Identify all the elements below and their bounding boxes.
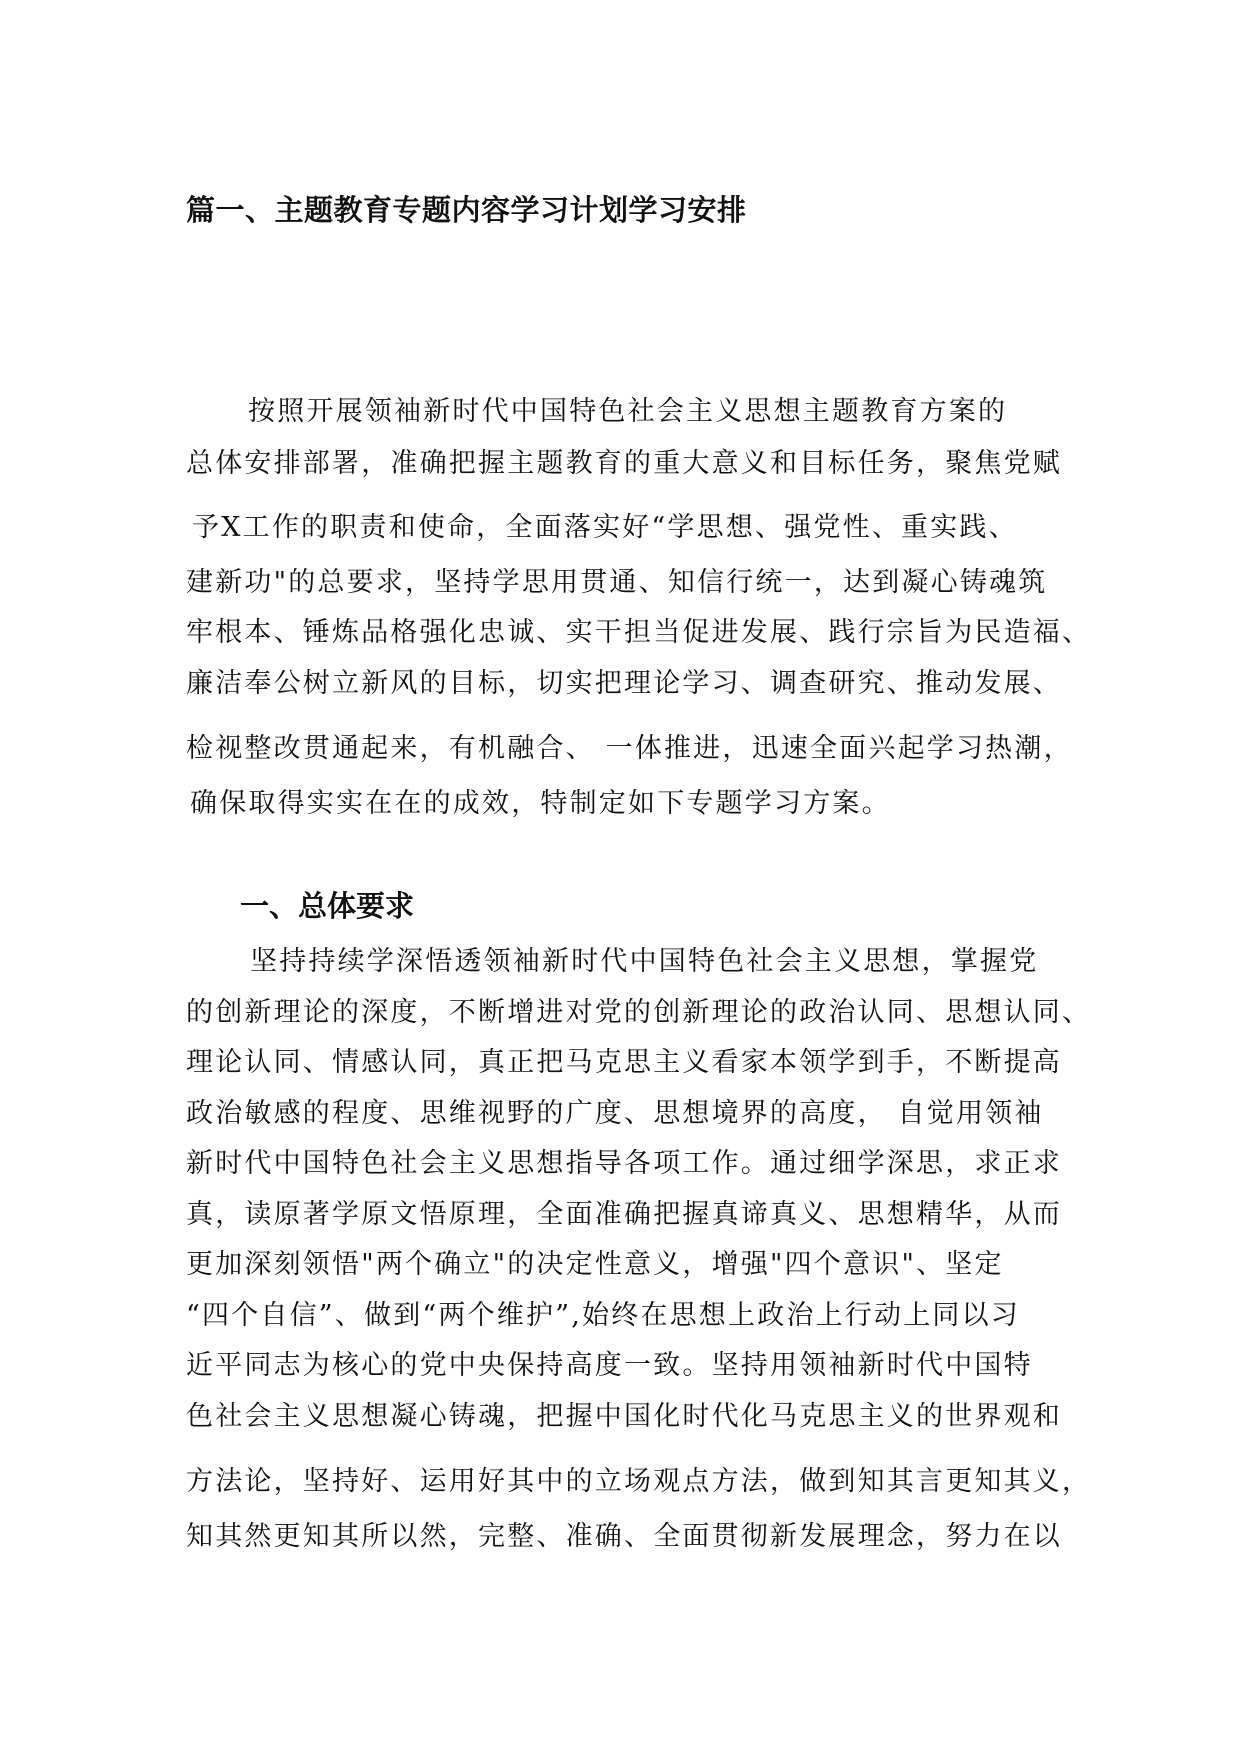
paragraph-line: 建新功"的总要求，坚持学思用贯通、知信行统一，达到凝心铸魂筑 [186,567,1048,598]
paragraph-line: 廉洁奉公树立新风的目标，切实把理论学习、调查研究、推动发展、 [186,668,1062,699]
paragraph-line: 新时代中国特色社会主义思想指导各项工作。通过细学深思，求正求 [186,1148,1062,1179]
paragraph-line: 检视整改贯通起来，有机融合、 一体推进，迅速全面兴起学习热潮， [186,733,1073,764]
paragraph-line: 总体安排部署，准确把握主题教育的重大意义和目标任务，聚焦党赋 [186,448,1062,479]
paragraph-line: “四个自信”、做到“两个维护”,始终在思想上政治上行动上同以习 [186,1300,1020,1331]
paragraph-line: 知其然更知其所以然，完整、准确、全面贯彻新发展理念，努力在以 [186,1521,1062,1552]
paragraph-line: 方法论，坚持好、运用好其中的立场观点方法，做到知其言更知其义， [186,1466,1092,1497]
paragraph-line: 予X工作的职责和使命，全面落实好“学思想、强党性、重实践、 [192,512,1018,543]
paragraph-line: 色社会主义思想凝心铸魂，把握中国化时代化马克思主义的世界观和 [186,1401,1062,1432]
paragraph-line: 按照开展领袖新时代中国特色社会主义思想主题教育方案的 [248,396,1008,427]
paragraph-line: 理论认同、情感认同，真正把马克思主义看家本领学到手，不断提高 [186,1047,1062,1078]
paragraph-line: 近平同志为核心的党中央保持高度一致。坚持用领袖新时代中国特 [186,1350,1033,1381]
paragraph-line: 更加深刻领悟"两个确立"的决定性意义，增强"四个意识"、坚定 [186,1249,1004,1280]
paragraph-line: 的创新理论的深度，不断增进对党的创新理论的政治认同、思想认同、 [186,997,1092,1028]
paragraph-line: 真，读原著学原文悟原理，全面准确把握真谛真义、思想精华，从而 [186,1199,1062,1230]
section-heading: 一、总体要求 [240,889,415,923]
paragraph-line: 坚持持续学深悟透领袖新时代中国特色社会主义思想，掌握党 [250,946,1039,977]
paragraph-line: 政治敏感的程度、思维视野的广度、思想境界的高度， 自觉用领袖 [186,1098,1044,1129]
paragraph-line: 确保取得实实在在的成效，特制定如下专题学习方案。 [190,788,891,819]
page-title: 篇一、主题教育专题内容学习计划学习安排 [186,193,747,227]
paragraph-line: 牢根本、锤炼品格强化忠诚、实干担当促进发展、践行宗旨为民造福、 [186,617,1092,648]
